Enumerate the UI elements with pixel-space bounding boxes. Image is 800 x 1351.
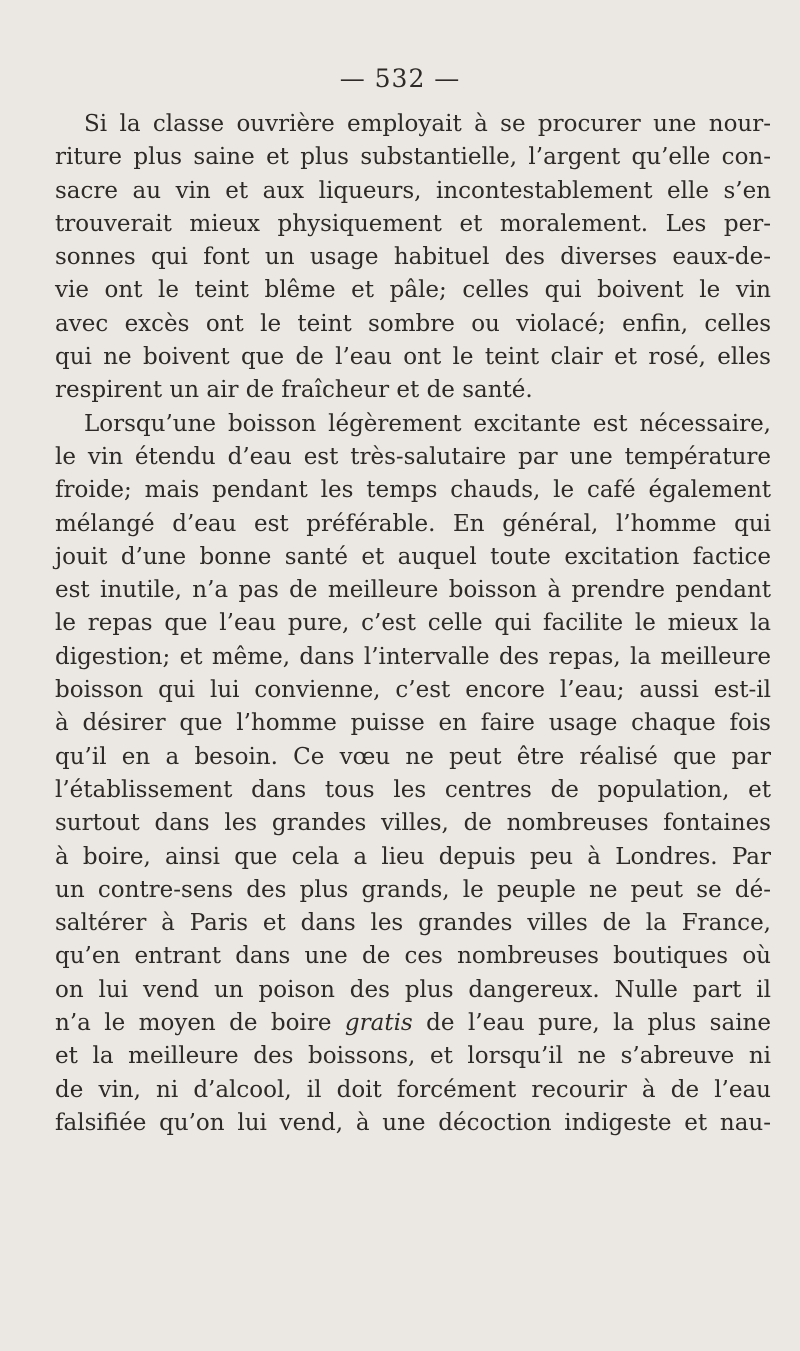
text-line: falsifiée qu’on lui vend, à une décoction indigeste et nau- xyxy=(55,1109,771,1136)
body-text xyxy=(55,108,771,1140)
text-line: froide; mais pendant les temps chauds, le café également xyxy=(55,477,771,504)
text-line: à boire, ainsi que cela a lieu depuis peu à Londres. Par xyxy=(55,843,771,870)
text-segment: n’a le moyen de boire xyxy=(55,1010,345,1037)
text-line: trouverait mieux physiquement et moralement. Les per- xyxy=(55,210,771,237)
text-line: l’établissement dans tous les centres de population, et xyxy=(55,776,771,803)
text-line: à désirer que l’homme puisse en faire usage chaque fois xyxy=(55,710,771,737)
text-line: est inutile, n’a pas de meilleure boisson à prendre pendant xyxy=(55,577,771,604)
text-line: qu’il en a besoin. Ce vœu ne peut être réalisé que par xyxy=(55,743,771,770)
text-line: saltérer à Paris et dans les grandes villes de la France, xyxy=(55,910,771,937)
text-line: qu’en entrant dans une de ces nombreuses boutiques où xyxy=(55,943,771,970)
text-line-with-italic xyxy=(55,1007,771,1040)
text-line: on lui vend un poison des plus dangereux. Nulle part il xyxy=(55,976,771,1003)
text-line: Si la classe ouvrière employait à se procurer une nour- xyxy=(84,111,771,137)
paragraph-2 xyxy=(55,408,771,1141)
paragraph-1 xyxy=(55,108,771,408)
text-line: vie ont le teint blême et pâle; celles qui boivent le vin xyxy=(55,277,771,304)
text-line: riture plus saine et plus substantielle, l’argent qu’elle con- xyxy=(55,144,771,171)
text-line: de vin, ni d’alcool, il doit forcément recourir à de l’eau xyxy=(55,1076,771,1103)
text-line: digestion; et même, dans l’intervalle des repas, la meilleure xyxy=(55,643,771,670)
italic-word: gratis xyxy=(344,1010,413,1037)
text-segment: de l’eau pure, la plus saine xyxy=(412,1010,771,1037)
text-line: et la meilleure des boissons, et lorsqu’il ne s’abreuve ni xyxy=(55,1043,771,1070)
text-line: respirent un air de fraîcheur et de santé. xyxy=(55,377,533,404)
text-line: le vin étendu d’eau est très-salutaire par une température xyxy=(55,443,771,470)
text-line: le repas que l’eau pure, c’est celle qui facilite le mieux la xyxy=(55,610,771,637)
text-line: Lorsqu’une boisson légèrement excitante est nécessaire, xyxy=(84,410,771,437)
text-line: boisson qui lui convienne, c’est encore l’eau; aussi est-il xyxy=(55,677,771,704)
text-line: qui ne boivent que de l’eau ont le teint clair et rosé, elles xyxy=(55,344,771,371)
text-line: mélangé d’eau est préférable. En général, l’homme qui xyxy=(55,510,771,537)
text-line: surtout dans les grandes villes, de nombreuses fontaines xyxy=(55,810,771,837)
text-line: sacre au vin et aux liqueurs, incontestablement elle s’en xyxy=(55,177,771,204)
text-line: avec excès ont le teint sombre ou violacé; enfin, celles xyxy=(55,310,771,337)
text-line: sonnes qui font un usage habituel des diverses eaux-de- xyxy=(55,244,771,271)
text-line: jouit d’une bonne santé et auquel toute excitation factice xyxy=(55,543,771,570)
text-line: un contre-sens des plus grands, le peuple ne peut se dé- xyxy=(55,876,771,903)
page-number: — 532 — xyxy=(339,64,461,93)
